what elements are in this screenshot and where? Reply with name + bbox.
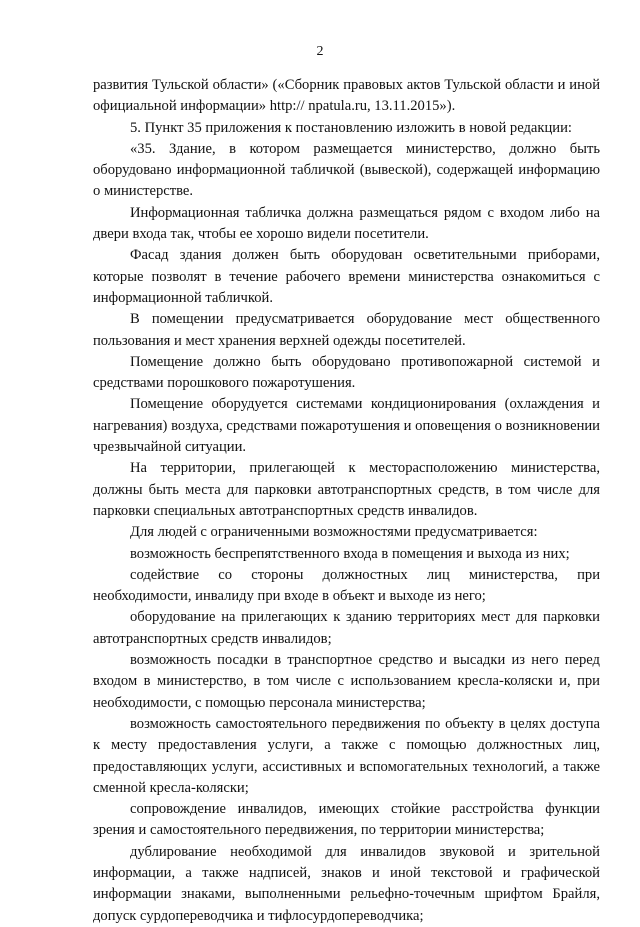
paragraph: В помещении предусматривается оборудование мест общественного пользования и мест хранения верхней одежды посетителей. [93, 311, 600, 349]
document-body [93, 75, 600, 927]
list-item: возможность посадки в транспортное средство и высадки из него перед входом в министерство, в том числе с использованием кресла-коляски и, при необходимости, с помощью персонала министерства; [93, 652, 600, 711]
paragraph: Фасад здания должен быть оборудован осветительными приборами, которые позволят в течение рабочего времени министерства ознакомиться с информационной табличкой. [93, 247, 600, 306]
paragraph: Помещение должно быть оборудовано противопожарной системой и средствами порошкового пожаротушения. [93, 353, 600, 392]
paragraph-item-5: 5. Пункт 35 приложения к постановлению изложить в новой редакции: [130, 119, 572, 136]
list-item: возможность беспрепятственного входа в помещения и выхода из них; [130, 545, 570, 562]
paragraph: Информационная табличка должна размещаться рядом с входом либо на двери входа так, чтобы ее хорошо видели посетители. [93, 204, 600, 243]
list-item: дублирование необходимой для инвалидов звуковой и зрительной информации, а также надписей, знаков и иной текстовой и графической информации знаками, выполненными рельефно-точечным шрифтом Брайля, допуск сурдопереводчика и тифлосурдопереводчика; [93, 843, 600, 924]
list-item: оборудование на прилегающих к зданию территориях мест для парковки автотранспортных средств инвалидов; [93, 609, 600, 647]
list-item: содействие со стороны должностных лиц министерства, при необходимости, инвалиду при входе в объект и выходе из него; [93, 566, 600, 605]
page-number: 2 [316, 44, 324, 59]
paragraph-item-35: «35. Здание, в котором размещается министерство, должно быть оборудовано информационной табличкой (вывеской), содержащей информацию о министерстве. [93, 140, 600, 200]
paragraph: На территории, прилегающей к месторасположению министерства, должны быть места для парковки автотранспортных средств, в том числе для парковки специальных автотранспортных средств инвалидов. [93, 460, 600, 519]
paragraph: Для людей с ограниченными возможностями предусматривается: [130, 524, 538, 541]
list-item: возможность самостоятельного передвижения по объекту в целях доступа к месту предоставления услуги, а также с помощью должностных лиц, предоставляющих услуги, ассистивных и вспомогательных технологий, а также сменной кресла-коляски; [93, 715, 600, 796]
paragraph: Помещение оборудуется системами кондиционирования (охлаждения и нагревания) воздуха, средствами пожаротушения и оповещения о возникновении чрезвычайной ситуации. [93, 396, 600, 456]
paragraph-continuation: развития Тульской области» («Сборник правовых актов Тульской области и иной официальной информации» http:// npatula.ru, 13.11.2015»). [93, 77, 600, 115]
list-item: сопровождение инвалидов, имеющих стойкие расстройства функции зрения и самостоятельного передвижения, по территории министерства; [93, 801, 600, 839]
